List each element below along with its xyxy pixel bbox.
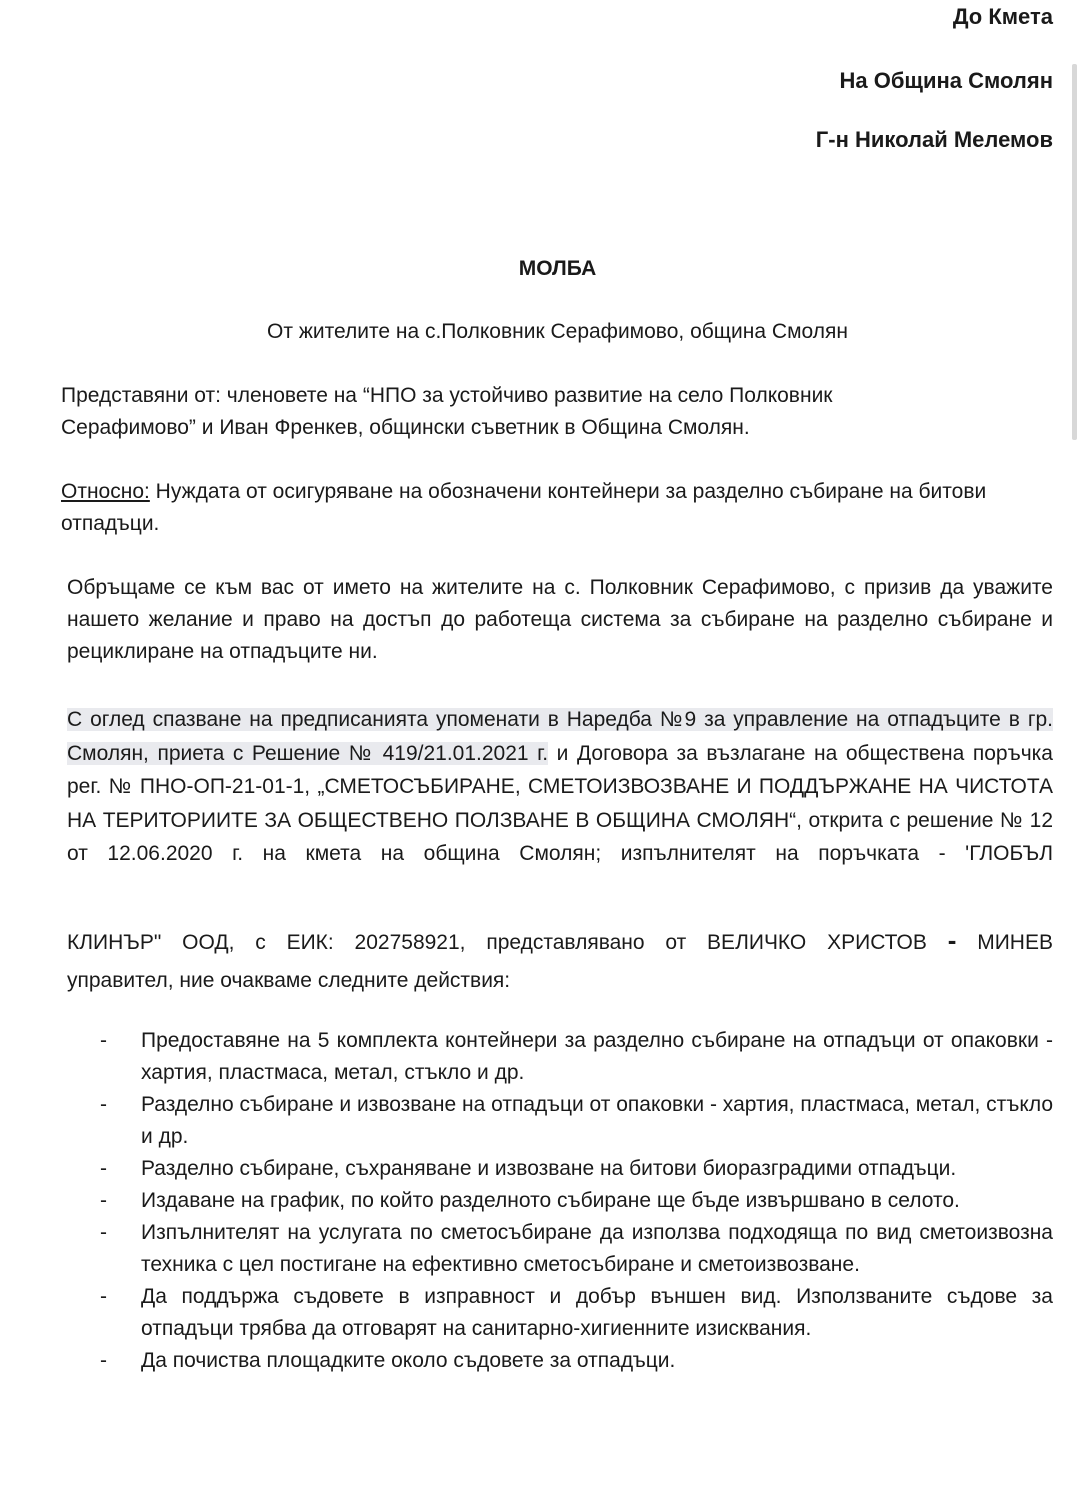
compliance-paragraph — [67, 703, 1053, 871]
regarding-paragraph — [61, 476, 1051, 540]
list-item: - Разделно събиране, съхраняване и извозване на битови биоразградими отпадъци. — [67, 1153, 1053, 1185]
list-item: - Да поддържа съдовете в изправност и добър външен вид. Използваните съдове за отпадъци трябва да отговарят на санитарно-хигиенните изисквания. — [67, 1281, 1053, 1345]
contractor-dash: - — [947, 925, 957, 955]
ordinance-highlight: С оглед спазване на предписанията упоменати в Наредба №9 за управление на отпадъците в гр. Смолян, приета с Решение № 419/21.01.2021 г. — [67, 708, 1053, 765]
contractor-text: КЛИНЪР" ООД, с ЕИК: 202758921, представлявано от ВЕЛИЧКО ХРИСТОВ — [67, 931, 927, 954]
regarding-text: Нуждата от осигуряване на обозначени контейнери за разделно събиране на битови отпадъци. — [61, 480, 987, 535]
regarding-label: Относно: — [61, 480, 150, 503]
list-item: - Изпълнителят на услугата по сметосъбиране да използва подходяща по вид сметоизвозна техника с цел постигане на ефективно сметосъбиране и сметоизвозване. — [67, 1217, 1053, 1281]
list-item: - Да почиства площадките около съдовете за отпадъци. — [67, 1345, 1053, 1377]
contractor-surname: МИНЕВ — [977, 931, 1053, 954]
represented-paragraph: Представяни от: членовете на “НПО за устойчиво развитие на село Полковник Серафимово” и Иван Френкев, общински съветник в Община Смолян. — [61, 384, 833, 439]
recipient-line-name: Г-н Николай Мелемов — [815, 127, 1053, 152]
list-item: - Разделно събиране и извозване на отпадъци от опаковки - хартия, пластмаса, метал, стъкло и др. — [67, 1089, 1053, 1153]
list-item: - Издаване на график, по който разделното събиране ще бъде извършвано в селото. — [67, 1185, 1053, 1217]
actions-list — [67, 1025, 1053, 1377]
list-item: - Предоставяне на 5 комплекта контейнери за разделно събиране на отпадъци от опаковки - хартия, пластмаса, метал, стъкло и др. — [67, 1025, 1053, 1089]
contract-text: и Договора за възлагане на обществена поръчка рег. № ПНО-ОП-21-01-1, „СМЕТОСЪБИРАНЕ, СМЕТОИЗВОЗВАНЕ И ПОДДЪРЖАНЕ НА ЧИСТОТА НА ТЕРИТОРИИТЕ ЗА ОБЩЕСТВЕНО ПОЛЗВАНЕ В ОБЩИНА СМОЛЯН“, открита с решение № 12 от 12.06.2020 г. на кмета на община Смолян; изпълнителят на поръчката - 'ГЛОБЪЛ — [67, 741, 1053, 865]
document-subtitle: От жителите на с.Полковник Серафимово, община Смолян — [267, 320, 848, 343]
document-title: МОЛБА — [518, 257, 597, 280]
recipient-line-municipality: На Община Смолян — [839, 68, 1053, 93]
scrollbar[interactable] — [1072, 64, 1077, 440]
recipient-line-mayor: До Кмета — [952, 4, 1053, 29]
closing-line: управител, ние очакваме следните действия: — [67, 969, 511, 992]
appeal-paragraph: Обръщаме се към вас от името на жителите на с. Полковник Серафимово, с призив да уважите нашето желание и право на достъп до работеща система за събиране на разделно събиране и рециклиране на отпадъците ни. — [67, 576, 1053, 663]
contractor-line — [67, 924, 1053, 959]
